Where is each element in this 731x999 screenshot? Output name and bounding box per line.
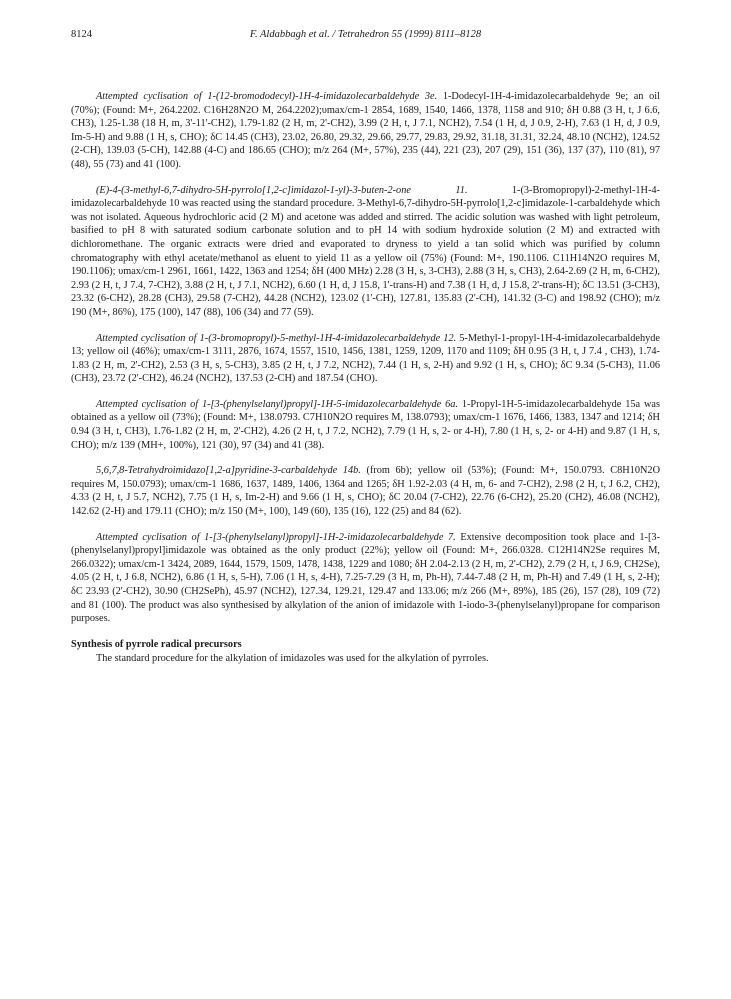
section-heading: Synthesis of pyrrole radical precursors xyxy=(71,638,242,650)
paragraph-text: (from 6b); yellow oil (53%); (Found: M+, 150.0793. C8H10N2O requires M, 150.0793); υmax/cm-1 1686, 1637, 1489, 1406, 1364 and 1265; δH 1.92-2.03 (4 H, m, 6- and 7-CH2), 2.98 (2 H, t, J 6.2, CH2), 4.33 (2 H, t, J 5.7, NCH2), 7.75 (1 H, s, Im-2-H) and 9.66 (1 H, s, CHO); δC 20.04 (7-CH2), 22.76 (6-CH2), 25.20 (CH2), 46.08 (NCH2), 142.62 (2-H) and 179.11 (CHO); m/z 150 (M+, 100), 149 (60), 135 (16), 122 (25) and 84 (62). xyxy=(71,465,660,518)
paragraph-text: 1-(3-Bromopropyl)-2-methyl-1H-4-imidazolecarbaldehyde 10 was reacted using the standard procedure. 3-Methyl-6,7-dihydro-5H-pyrrolo[1,2-c]imidazole-1-carbaldehyde which was not isolated. Aqueous hydrochloric acid (2 M) and acetone was added and stirred. The acidic solution was washed with light petroleum, basified to pH 8 with saturated sodium carbonate solution and to pH 14 with sodium hydroxide solution (2 M) and extracted with dichloromethane. The organic extracts were dried and evaporated to dryness to yield a tan solid which was purified by column chromatography with ethyl acetate/methanol as eluent to yield 11 as a yellow oil (75%) (Found: M+, 190.1106. C11H14N2O requires M, 190.1106); υmax/cm-1 2961, 1661, 1422, 1363 and 1254; δH (400 MHz) 2.28 (3 H, s, 3-CH3), 2.88 (3 H, s, CH3), 2.64-2.69 (2 H, m, 6-CH2), 2.93 (2 H, t, J 7.4, 7-CH2), 3.88 (2 H, t, J 7.1, NCH2), 6.60 (1 H, d, J 15.8, 1'-trans-H) and 7.38 (1 H, d, J 15.8, 2'-trans-H); δC 13.51 (3-CH3), 23.32 (6-CH2), 28.28 (CH3), 29.58 (7-CH2), 44.28 (NCH2), 123.02 (1'-CH), 127.81, 135.83 (2'-CH), 141.32 (3-C) and 198.92 (CHO); m/z 190 (M+, 86%), 175 (100), 147 (88), 106 (34) and 77 (59). xyxy=(71,184,660,318)
paragraph-text: 1-Propyl-1H-5-imidazolecarbaldehyde 15a was obtained as a yellow oil (73%); (Found: M+, 138.0793. C7H10N2O requires M, 138.0793); υmax/cm-1 1676, 1466, 1383, 1347 and 1214; δH 0.94 (3 H, t, CH3), 1.76-1.82 (2 H, m, 2'-CH2), 4.26 (2 H, t, J 7.2, NCH2), 7.79 (1 H, s, 2- or 4-H), 7.80 (1 H, s, 2- or 4-H) and 9.87 (1 H, s, CHO); m/z 139 (MH+, 100%), 121 (30), 97 (34) and 41 (38). xyxy=(71,398,660,451)
paragraph-title: Attempted cyclisation of 1-(3-bromopropyl)-5-methyl-1H-4-imidazolecarbaldehyde 12. xyxy=(96,332,457,344)
paragraph-title: (E)-4-(3-methyl-6,7-dihydro-5H-pyrrolo[1,2-c]imidazol-1-yl)-3-buten-2-one 11. xyxy=(96,184,468,196)
paragraph-title: 5,6,7,8-Tetrahydroimidazo[1,2-a]pyridine-3-carbaldehyde 14b. xyxy=(96,465,361,477)
page-number: 8124 xyxy=(71,29,92,40)
section-text: The standard procedure for the alkylation of imidazoles was used for the alkylation of pyrroles. xyxy=(96,653,489,665)
experimental-paragraph xyxy=(71,464,660,518)
paragraph-text: 5-Methyl-1-propyl-1H-4-imidazolecarbaldehyde 13; yellow oil (46%); υmax/cm-1 3111, 2876, 1674, 1557, 1510, 1456, 1381, 1259, 1209, 1170 and 1109; δH 0.95 (3 H, t, J 7.4 , CH3), 1.74-1.83 (2 H, m, 2'-CH2), 2.53 (3 H, s, 5-CH3), 3.85 (2 H, t, J 7.2, NCH2), 7.44 (1 H, s, 2-H) and 9.92 (1 H, s, CHO); δC 9.34 (5-CH3), 11.06 (CH3), 23.72 (2'-CH2), 46.24 (NCH2), 137.53 (2-CH) and 187.54 (CHO). xyxy=(71,332,660,385)
paragraph-title: Attempted cyclisation of 1-[3-(phenylselanyl)propyl]-1H-5-imidazolecarbaldehyde 6a. xyxy=(96,398,458,410)
running-head: F. Aldabbagh et al. / Tetrahedron 55 (1999) 8111–8128 xyxy=(249,29,482,40)
paragraph-title: Attempted cyclisation of 1-[3-(phenylselanyl)propyl]-1H-2-imidazolecarbaldehyde 7. xyxy=(96,531,456,543)
paragraph-title: Attempted cyclisation of 1-(12-bromododecyl)-1H-4-imidazolecarbaldehyde 3e. xyxy=(96,91,438,102)
experimental-paragraph xyxy=(71,90,660,172)
paragraph-text: 1-Dodecyl-1H-4-imidazolecarbaldehyde 9e; an oil (70%); (Found: M+, 264.2202. C16H28N2O M, 264.2202);υmax/cm-1 2854, 1689, 1540, 1466, 1378, 1158 and 910; δH 0.88 (3 H, t, J 6.6, CH3), 1.25-1.38 (18 H, m, 3'-11'-CH2), 1.79-1.82 (2 H, m, 2'-CH2), 3.99 (2 H, t, J 7.1, NCH2), 7.54 (1 H, d, J 0.9, 2-H), 7.63 (1 H, d, J 0.9, Im-5-H) and 9.88 (1 H, s, CHO); δC 14.45 (CH3), 23.02, 26.80, 29.32, 29.66, 29.77, 29.83, 29.92, 31.18, 31.31, 32.24, 48.10 (NCH2), 124.52 (2-CH), 139.03 (5-CH), 142.88 (4-C) and 186.65 (CHO); m/z 264 (M+, 57%), 235 (44), 221 (23), 207 (29), 151 (36), 137 (37), 110 (81), 97 (48), 55 (73) and 41 (100). xyxy=(71,91,660,170)
page-body xyxy=(71,90,660,666)
experimental-paragraph xyxy=(71,398,660,452)
experimental-paragraph xyxy=(71,531,660,626)
experimental-paragraph xyxy=(71,332,660,386)
running-header xyxy=(71,28,660,44)
paragraph-text: Extensive decomposition took place and 1-[3-(phenylselanyl)propyl]imidazole was obtained as the only product (22%); yellow oil (Found: M+, 266.0328. C12H14N2Se requires M, 266.0322); υmax/cm-1 3424, 2089, 1644, 1579, 1509, 1478, 1438, 1229 and 1080; δH 2.04-2.13 (2 H, m, 2'-CH2), 2.79 (2 H, t, J 6.9, CH2Se), 4.05 (2 H, t, J 6.8, NCH2), 6.86 (1 H, s, 5-H), 7.06 (1 H, s, 4-H), 7.25-7.29 (3 H, m, Ph-H), 7.44-7.48 (2 H, m, Ph-H) and 7.49 (1 H, s, 2-H); δC 23.93 (2'-CH2), 30.90 (CH2SePh), 45.97 (NCH2), 127.34, 129.21, 129.47 and 133.06; m/z 266 (M+, 89%), 185 (26), 157 (28), 109 (72) and 81 (100). The product was also synthesised by alkylation of the anion of imidazole with 1-iodo-3-(phenylselanyl)propane for comparison purposes. xyxy=(71,531,660,625)
experimental-paragraph xyxy=(71,184,660,320)
